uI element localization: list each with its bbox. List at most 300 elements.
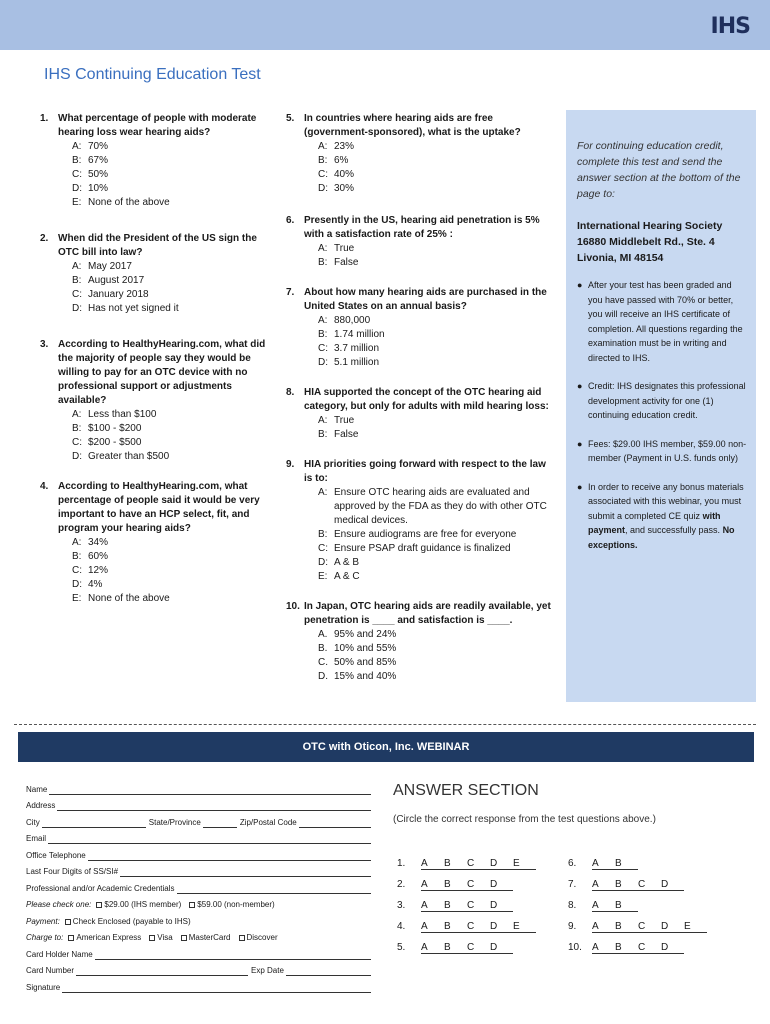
checkbox-icon[interactable] xyxy=(189,902,195,908)
bullet-icon: ● xyxy=(577,381,583,391)
option-text: 1.74 million xyxy=(334,329,385,340)
answer-choice[interactable]: B xyxy=(615,858,622,869)
question xyxy=(286,386,556,442)
answer-item xyxy=(397,858,536,870)
answer-choices xyxy=(592,900,638,912)
membership-row xyxy=(26,894,371,911)
option-text: Less than $100 xyxy=(88,409,157,420)
question xyxy=(40,338,270,464)
question-number: 7. xyxy=(286,287,295,298)
option-text: Ensure PSAP draft guidance is finalized xyxy=(334,543,511,554)
name-row xyxy=(26,778,371,795)
check-one-label: Please check one: xyxy=(26,900,92,909)
option-text: A & C xyxy=(334,571,360,582)
answer-choice[interactable]: C xyxy=(467,942,475,953)
answer-option xyxy=(304,342,556,356)
answer-choice[interactable]: A xyxy=(421,900,428,911)
info-bullet xyxy=(577,480,748,553)
question-text: HIA supported the concept of the OTC hearing aid category, but only for adults with mild hearing loss: xyxy=(304,387,549,412)
option-letter: D: xyxy=(318,357,328,368)
answer-choice[interactable]: D xyxy=(490,921,498,932)
answer-row xyxy=(397,879,717,900)
answer-option xyxy=(304,528,556,542)
option-letter: A: xyxy=(318,315,328,326)
card-holder-row xyxy=(26,943,371,960)
option-letter: A: xyxy=(318,141,328,152)
question-number: 5. xyxy=(286,113,295,124)
question xyxy=(286,600,556,684)
answer-grid xyxy=(397,858,717,963)
question-body xyxy=(304,286,556,370)
option-letter: A: xyxy=(72,261,82,272)
address-row xyxy=(26,795,371,812)
answer-choice[interactable]: D xyxy=(661,921,669,932)
option-letter: C. xyxy=(318,657,328,668)
card-label: Discover xyxy=(246,933,278,942)
answer-choice[interactable]: D xyxy=(490,879,498,890)
answer-item xyxy=(397,900,513,912)
mailing-address xyxy=(577,218,748,266)
option-letter: C: xyxy=(318,543,328,554)
answer-option xyxy=(304,628,556,642)
exp-date-field[interactable] xyxy=(286,968,371,976)
answer-choice[interactable]: B xyxy=(444,858,451,869)
option-text: May 2017 xyxy=(88,261,132,272)
questions-column-middle xyxy=(286,112,556,700)
answer-option xyxy=(58,182,270,196)
phone-field[interactable] xyxy=(88,853,371,861)
webinar-title: OTC with Oticon, Inc. WEBINAR xyxy=(18,732,754,762)
answer-option xyxy=(304,486,556,528)
answer-option xyxy=(58,288,270,302)
answer-choice[interactable]: A xyxy=(592,879,599,890)
answer-choice[interactable]: A xyxy=(421,858,428,869)
city-field[interactable] xyxy=(42,820,146,828)
question-number: 1. xyxy=(40,113,49,124)
payment-row xyxy=(26,910,371,927)
answer-choice[interactable]: C xyxy=(467,858,475,869)
question xyxy=(40,232,270,316)
option-letter: A: xyxy=(318,415,328,426)
option-text: 10% and 55% xyxy=(334,643,397,654)
option-letter: C: xyxy=(72,565,82,576)
bullet-icon: ● xyxy=(577,438,583,449)
question-text: According to HealthyHearing.com, what did the majority of people say they would be willing to pay for an OTC device with no professional support or adjustments available? xyxy=(58,339,266,406)
address-line: International Hearing Society xyxy=(577,220,723,232)
option-letter: B: xyxy=(318,429,328,440)
answer-choice[interactable]: B xyxy=(615,921,622,932)
option-letter: E: xyxy=(72,593,82,604)
checkbox-icon[interactable] xyxy=(68,935,74,941)
bullet-icon: ● xyxy=(577,481,583,492)
page-title: IHS Continuing Education Test xyxy=(44,66,261,83)
question-number: 6. xyxy=(286,215,295,226)
question xyxy=(286,286,556,370)
option-text: None of the above xyxy=(88,197,170,208)
answer-option xyxy=(58,450,270,464)
answer-item xyxy=(568,900,638,912)
answer-option xyxy=(58,536,270,550)
bullet-text xyxy=(588,480,748,553)
email-label: Email xyxy=(26,834,47,843)
bullet-text: After your test has been graded and you have passed with 70% or better, you will receive an IHS certificate of completion. All questions regarding the examination must be in writing and directed to IHS. xyxy=(588,280,743,363)
option-letter: B: xyxy=(318,257,328,268)
option-text: 70% xyxy=(88,141,109,152)
option-text: A & B xyxy=(334,557,360,568)
mastercard-option[interactable] xyxy=(181,933,231,943)
signature-field[interactable] xyxy=(62,985,371,993)
answer-option xyxy=(304,670,556,684)
answer-choice[interactable]: C xyxy=(638,942,646,953)
answer-number: 3. xyxy=(397,900,406,911)
option-text: 4% xyxy=(88,579,103,590)
card-number-field[interactable] xyxy=(76,968,248,976)
question-number: 10. xyxy=(286,601,300,612)
bullet-text: Fees: $29.00 IHS member, $59.00 non-member (Payment in U.S. funds only) xyxy=(588,438,747,463)
answer-choice[interactable]: D xyxy=(490,858,498,869)
question-body xyxy=(58,338,270,464)
checkbox-icon[interactable] xyxy=(96,902,102,908)
option-text: True xyxy=(334,243,355,254)
checkbox-icon[interactable] xyxy=(65,919,71,925)
name-field[interactable] xyxy=(49,787,371,795)
credentials-field[interactable] xyxy=(177,886,371,894)
answer-choice[interactable]: B xyxy=(444,879,451,890)
question-number: 8. xyxy=(286,387,295,398)
answer-choice[interactable]: B xyxy=(444,900,451,911)
option-letter: D: xyxy=(318,557,328,568)
option-text: 10% xyxy=(88,183,109,194)
answer-row xyxy=(397,942,717,963)
answer-choice[interactable]: B xyxy=(444,921,451,932)
option-letter: C: xyxy=(318,169,328,180)
option-letter: E: xyxy=(72,197,82,208)
bullet-text-part: , and successfully pass. xyxy=(625,525,723,535)
answer-item xyxy=(568,879,684,891)
discover-option[interactable] xyxy=(239,933,278,943)
option-letter: C: xyxy=(318,343,328,354)
question-text: In countries where hearing aids are free (government-sponsored), what is the uptake? xyxy=(304,113,521,138)
option-text: 12% xyxy=(88,565,109,576)
option-letter: D: xyxy=(72,303,82,314)
option-text: 95% and 24% xyxy=(334,629,397,640)
option-letter: B: xyxy=(318,329,328,340)
ihs-logo: IHS xyxy=(710,14,750,39)
answer-choice[interactable]: E xyxy=(513,858,520,869)
question-number: 9. xyxy=(286,459,295,470)
address-line: Livonia, MI 48154 xyxy=(577,252,664,264)
option-text: 5.1 million xyxy=(334,357,380,368)
card-number-row xyxy=(26,960,371,977)
checkbox-icon[interactable] xyxy=(149,935,155,941)
question xyxy=(286,112,556,196)
answer-row xyxy=(397,921,717,942)
answer-option xyxy=(58,550,270,564)
answer-option xyxy=(58,260,270,274)
question-number: 3. xyxy=(40,339,49,350)
question xyxy=(286,458,556,584)
answer-choice[interactable]: D xyxy=(490,900,498,911)
registration-form xyxy=(26,778,371,993)
option-letter: B: xyxy=(318,529,328,540)
exp-date-label: Exp Date xyxy=(251,966,284,975)
answer-choice[interactable]: A xyxy=(421,921,428,932)
answer-choice[interactable]: C xyxy=(638,921,646,932)
answer-choices xyxy=(421,900,513,912)
option-letter: D: xyxy=(72,451,82,462)
answer-option xyxy=(304,356,556,370)
zip-field[interactable] xyxy=(299,820,371,828)
answer-number: 1. xyxy=(397,858,406,869)
cut-line xyxy=(14,724,756,725)
phone-label: Office Telephone xyxy=(26,850,86,860)
answer-option xyxy=(58,140,270,154)
answer-item xyxy=(397,942,513,954)
answer-number: 6. xyxy=(568,858,577,869)
answer-item xyxy=(397,879,513,891)
ssn-row xyxy=(26,861,371,878)
question-body xyxy=(58,480,270,606)
option-letter: B. xyxy=(318,643,328,654)
question-body xyxy=(304,112,556,196)
answer-option xyxy=(58,154,270,168)
question-text: Presently in the US, hearing aid penetration is 5% with a satisfaction rate of 25% : xyxy=(304,215,540,240)
question-body xyxy=(304,214,556,270)
answer-choice[interactable]: C xyxy=(638,879,646,890)
answer-choices xyxy=(421,858,536,870)
visa-option[interactable] xyxy=(149,933,172,943)
credentials-row xyxy=(26,877,371,894)
answer-choice[interactable]: B xyxy=(615,879,622,890)
answer-option xyxy=(304,556,556,570)
option-text: 50% xyxy=(88,169,109,180)
answer-choice[interactable]: A xyxy=(592,858,599,869)
address-field[interactable] xyxy=(57,803,371,811)
info-bullet xyxy=(577,437,748,466)
option-text: 6% xyxy=(334,155,349,166)
answer-option xyxy=(58,422,270,436)
email-row xyxy=(26,828,371,845)
card-label: Visa xyxy=(157,933,173,942)
answer-choice[interactable]: C xyxy=(467,900,475,911)
option-letter: B: xyxy=(72,275,82,286)
answer-number: 10. xyxy=(568,942,582,953)
answer-item xyxy=(397,921,536,933)
amex-option[interactable] xyxy=(68,933,141,943)
option-text: $100 - $200 xyxy=(88,423,142,434)
option-text: 3.7 million xyxy=(334,343,380,354)
option-letter: B: xyxy=(72,423,82,434)
option-letter: E: xyxy=(318,571,328,582)
option-text: August 2017 xyxy=(88,275,145,286)
address-line: 16880 Middlebelt Rd., Ste. 4 xyxy=(577,236,715,248)
member-option[interactable] xyxy=(96,900,181,910)
answer-choice[interactable]: D xyxy=(661,879,669,890)
city-row xyxy=(26,811,371,828)
answer-section-instructions: (Circle the correct response from the test questions above.) xyxy=(393,814,656,825)
answer-option xyxy=(304,328,556,342)
question xyxy=(40,480,270,606)
answer-choice[interactable]: B xyxy=(615,900,622,911)
option-letter: D: xyxy=(318,183,328,194)
ssn-field[interactable] xyxy=(120,869,371,877)
option-text: True xyxy=(334,415,355,426)
bullet-text-bold: with payment xyxy=(588,510,721,535)
answer-choices xyxy=(592,942,684,954)
option-letter: A: xyxy=(72,537,82,548)
answer-option xyxy=(304,168,556,182)
answer-number: 9. xyxy=(568,921,577,932)
question-text: HIA priorities going forward with respect to the law is to: xyxy=(304,459,546,484)
answer-number: 8. xyxy=(568,900,577,911)
option-text: 34% xyxy=(88,537,109,548)
answer-choices xyxy=(592,921,707,933)
question xyxy=(286,214,556,270)
answer-choice[interactable]: A xyxy=(592,921,599,932)
option-text: Has not yet signed it xyxy=(88,303,179,314)
checkbox-icon[interactable] xyxy=(181,935,187,941)
answer-number: 4. xyxy=(397,921,406,932)
option-text: 67% xyxy=(88,155,109,166)
option-text: 23% xyxy=(334,141,355,152)
option-letter: A: xyxy=(72,141,82,152)
answer-choice[interactable]: B xyxy=(444,942,451,953)
answer-option xyxy=(304,570,556,584)
option-letter: C: xyxy=(72,169,82,180)
option-letter: A: xyxy=(318,243,328,254)
answer-choice[interactable]: C xyxy=(467,879,475,890)
info-bullet xyxy=(577,379,748,423)
answer-option xyxy=(304,256,556,270)
card-label: MasterCard xyxy=(188,933,231,942)
answer-option xyxy=(58,196,270,210)
answer-option xyxy=(304,414,556,428)
answer-choices xyxy=(592,879,684,891)
option-letter: A: xyxy=(318,487,328,498)
bullet-icon: ● xyxy=(577,280,583,290)
payment-label: Payment: xyxy=(26,916,60,926)
option-letter: A: xyxy=(72,409,82,420)
check-enclosed-option[interactable] xyxy=(65,917,191,927)
question-body xyxy=(58,232,270,316)
answer-option xyxy=(58,302,270,316)
option-text: Ensure OTC hearing aids are evaluated and approved by the FDA as they do with other OTC medical devices. xyxy=(334,487,547,526)
card-holder-field[interactable] xyxy=(95,952,371,960)
answer-choice[interactable]: E xyxy=(513,921,520,932)
card-number-label: Card Number xyxy=(26,966,75,975)
answer-option xyxy=(58,564,270,578)
charge-row xyxy=(26,927,371,944)
answer-choice[interactable]: A xyxy=(592,942,599,953)
answer-option xyxy=(58,436,270,450)
option-text: 50% and 85% xyxy=(334,657,397,668)
answer-choice[interactable]: D xyxy=(661,942,669,953)
answer-option xyxy=(304,428,556,442)
question-text: According to HealthyHearing.com, what percentage of people said it would be very important to have an HCP select, fit, and program your hearing aids? xyxy=(58,481,260,534)
info-intro: For continuing education credit, complete this test and send the answer section at the bottom of the page to: xyxy=(577,140,741,200)
header-bar xyxy=(0,0,770,50)
state-label: State/Province xyxy=(148,817,201,827)
answer-choices xyxy=(592,858,638,870)
option-text: 880,000 xyxy=(334,315,371,326)
answer-option xyxy=(58,578,270,592)
info-panel xyxy=(566,110,756,702)
answer-option xyxy=(304,140,556,154)
question-body xyxy=(58,112,270,210)
bullet-text-bold: No exceptions. xyxy=(588,525,735,550)
answer-item xyxy=(568,921,707,933)
answer-choice[interactable]: A xyxy=(421,942,428,953)
answer-choice[interactable]: C xyxy=(467,921,475,932)
option-text: False xyxy=(334,429,359,440)
questions-column-left xyxy=(40,112,270,620)
phone-row xyxy=(26,844,371,861)
option-text: False xyxy=(334,257,359,268)
option-letter: D. xyxy=(318,671,328,682)
answer-choice[interactable]: E xyxy=(684,921,691,932)
question-text: When did the President of the US sign the OTC bill into law? xyxy=(58,233,257,258)
nonmember-option[interactable] xyxy=(189,900,274,910)
answer-option xyxy=(304,182,556,196)
answer-number: 7. xyxy=(568,879,577,890)
nonmember-fee-label: $59.00 (non-member) xyxy=(197,900,275,909)
answer-choices xyxy=(421,942,513,954)
answer-option xyxy=(304,314,556,328)
member-fee-label: $29.00 (IHS member) xyxy=(104,900,182,909)
check-enclosed-label: Check Enclosed (payable to IHS) xyxy=(72,916,191,926)
option-letter: D: xyxy=(72,183,82,194)
answer-choice[interactable]: A xyxy=(421,879,428,890)
question-body xyxy=(304,600,556,684)
answer-row xyxy=(397,900,717,921)
question-text: In Japan, OTC hearing aids are readily available, yet penetration is ____ and satisfaction is ____. xyxy=(304,601,551,626)
credentials-label: Professional and/or Academic Credentials xyxy=(26,883,175,893)
name-label: Name xyxy=(26,784,48,794)
bullet-text-part: In order to receive any bonus materials associated with this webinar, you must submit a completed CE quiz xyxy=(588,481,744,521)
option-text: Ensure audiograms are free for everyone xyxy=(334,529,517,540)
question-number: 4. xyxy=(40,481,49,492)
answer-item xyxy=(568,942,684,954)
signature-row xyxy=(26,976,371,993)
answer-choices xyxy=(421,921,536,933)
option-letter: D: xyxy=(72,579,82,590)
state-field[interactable] xyxy=(203,820,237,828)
card-label: American Express xyxy=(76,933,142,942)
option-letter: B: xyxy=(72,155,82,166)
answer-choice[interactable]: A xyxy=(592,900,599,911)
question-body xyxy=(304,458,556,584)
info-bullet xyxy=(577,278,748,365)
bullet-text: Credit: IHS designates this professional development activity for one (1) continuing education credit. xyxy=(588,381,746,420)
option-text: $200 - $500 xyxy=(88,437,142,448)
checkbox-icon[interactable] xyxy=(239,935,245,941)
answer-choice[interactable]: D xyxy=(490,942,498,953)
question-number: 2. xyxy=(40,233,49,244)
answer-option xyxy=(58,592,270,606)
answer-option xyxy=(58,274,270,288)
option-text: January 2018 xyxy=(88,289,149,300)
answer-option xyxy=(304,154,556,168)
option-text: None of the above xyxy=(88,593,170,604)
answer-option xyxy=(304,656,556,670)
option-text: 15% and 40% xyxy=(334,671,397,682)
charge-to-label: Charge to: xyxy=(26,933,64,942)
answer-option xyxy=(304,642,556,656)
email-field[interactable] xyxy=(48,836,371,844)
answer-choice[interactable]: B xyxy=(615,942,622,953)
zip-label: Zip/Postal Code xyxy=(239,817,297,827)
answer-number: 2. xyxy=(397,879,406,890)
